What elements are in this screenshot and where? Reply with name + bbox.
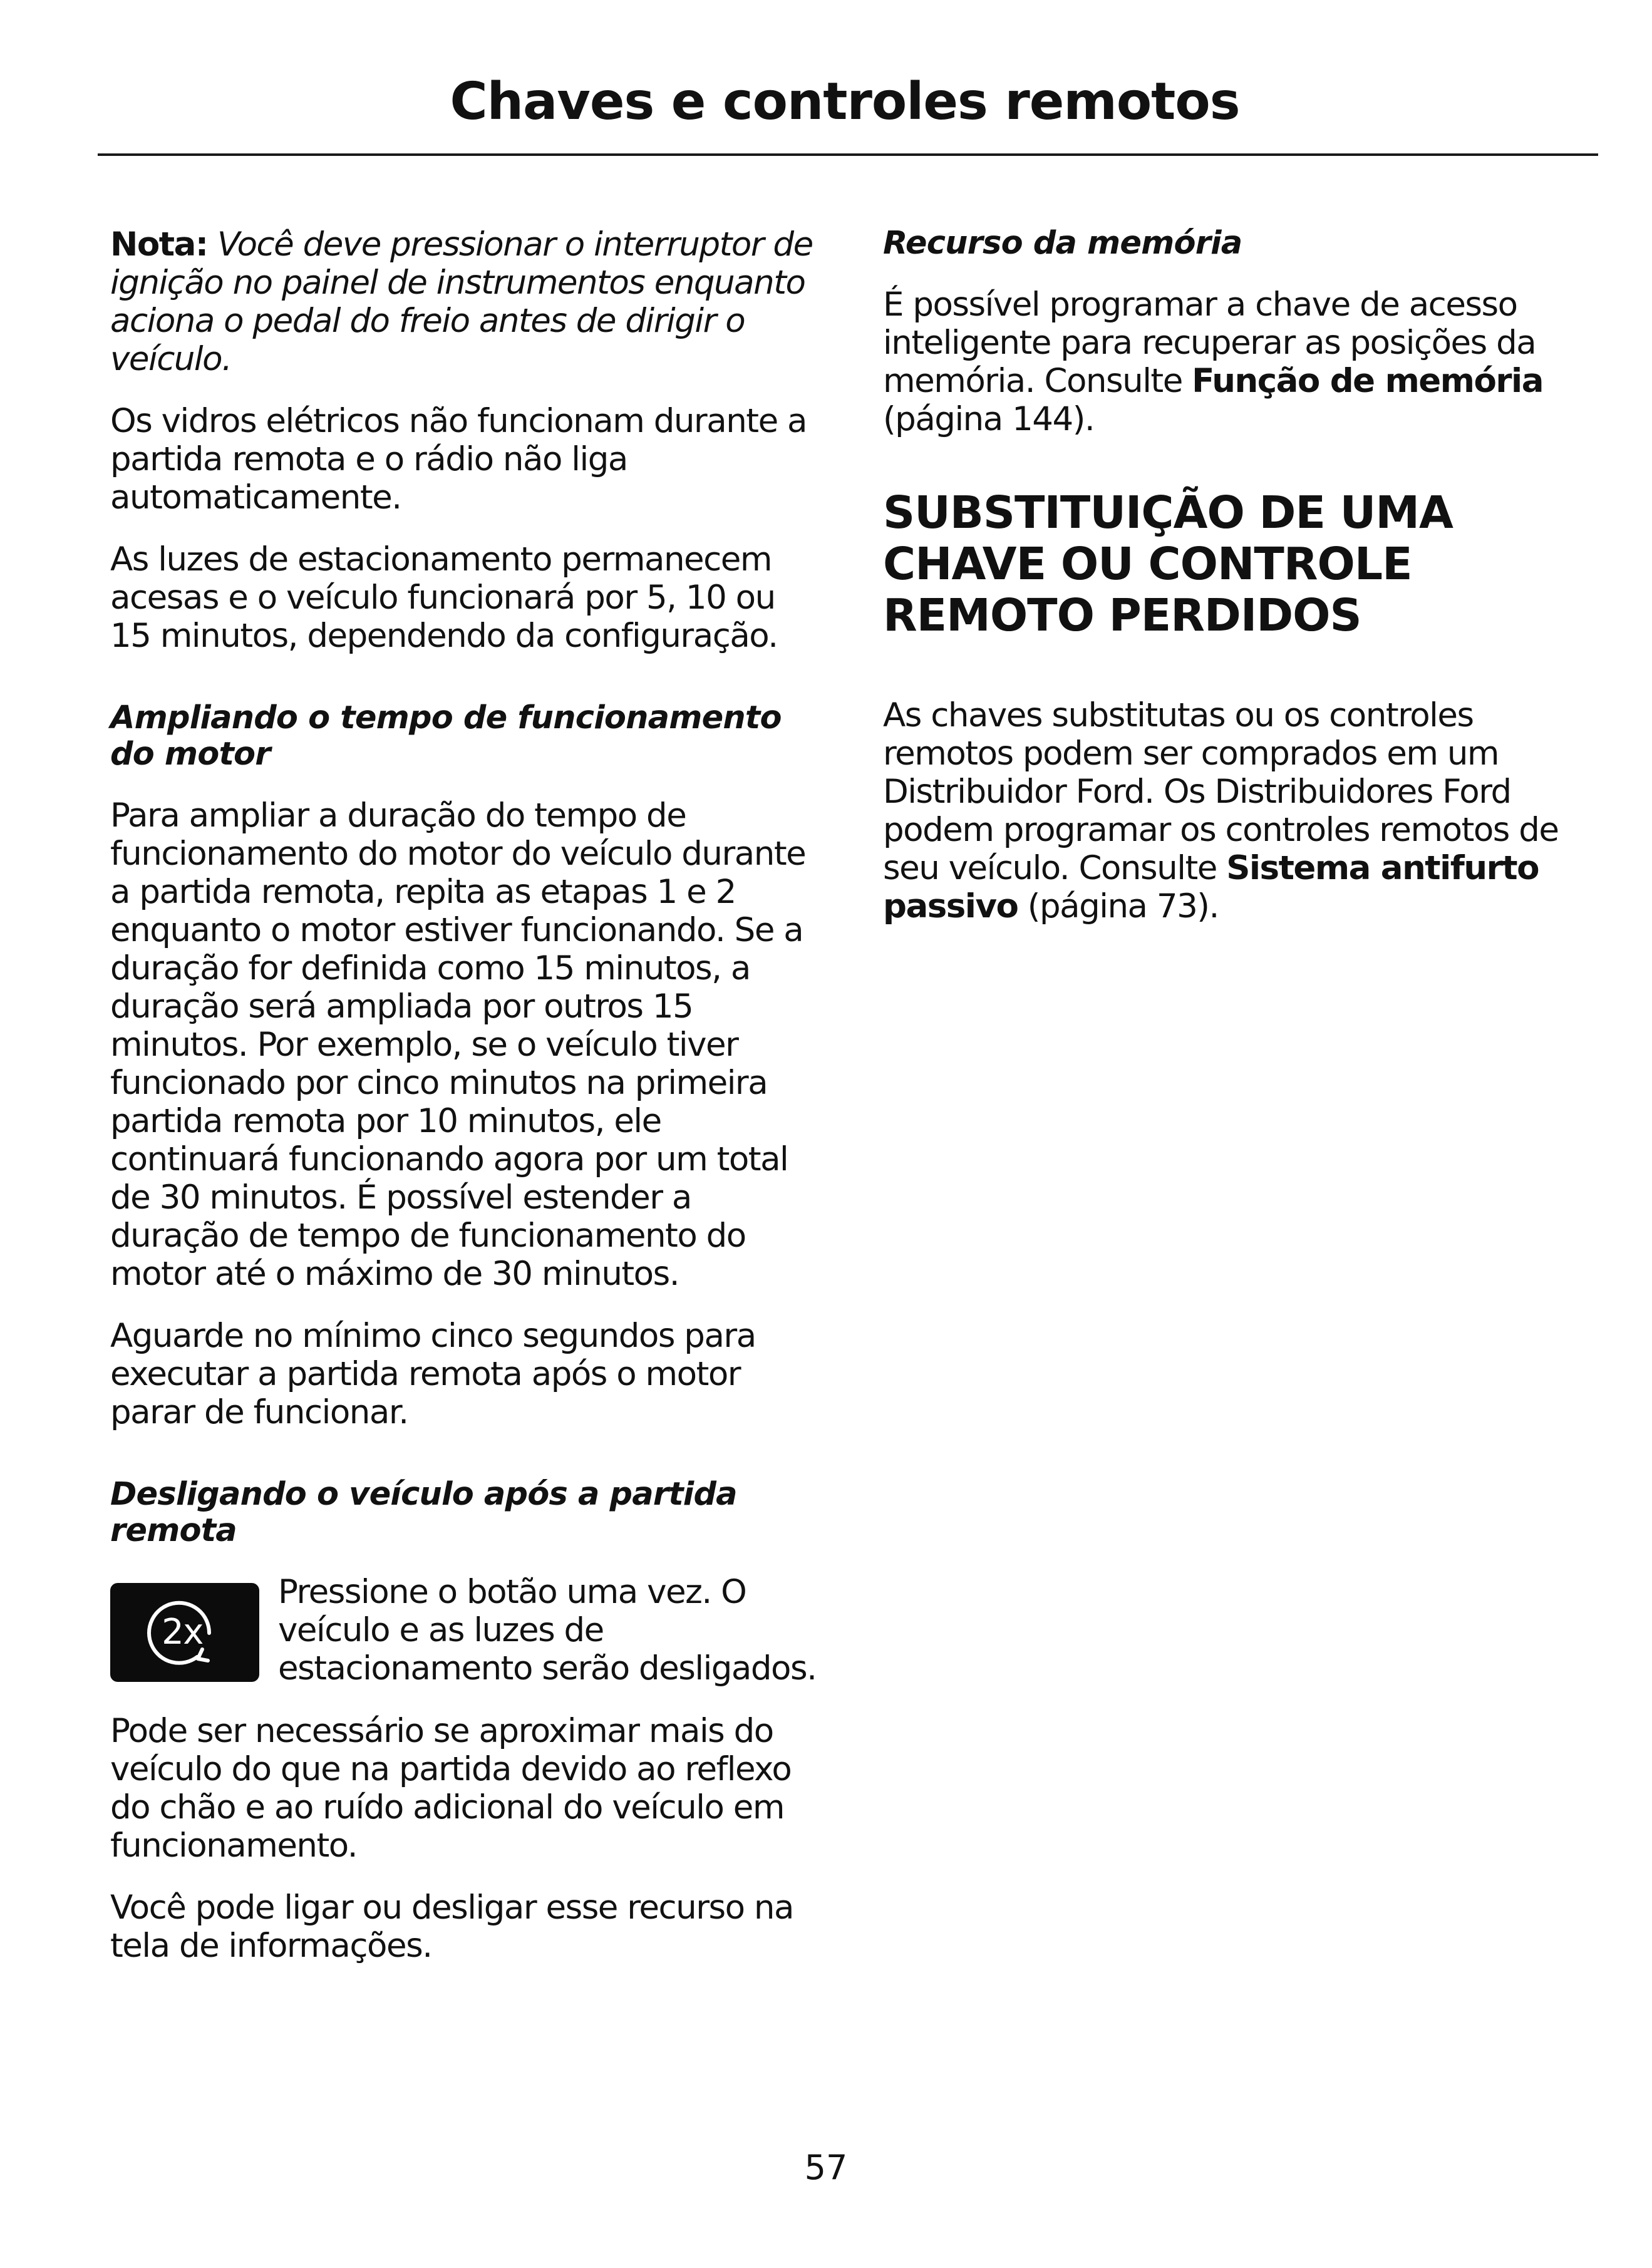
note-text: Você deve pressionar o interruptor de ignição no painel de instrumentos enquanto aciona o pedal do freio antes de dirigir o veículo.: [110, 225, 813, 378]
subheading-memory: Recurso da memória: [883, 225, 1242, 262]
press-button-text: Pressione o botão uma vez. O veículo e as luzes de estacionamento serão desligados.: [278, 1573, 817, 1688]
page-title: Chaves e controles remotos: [450, 72, 1240, 131]
icon-2x-label: 2x: [162, 1612, 203, 1652]
left-column: [110, 225, 823, 1989]
page-number: 57: [804, 2148, 848, 2187]
memory-function-link[interactable]: Função de memória: [1192, 362, 1543, 400]
paragraph-windows: Os vidros elétricos não funcionam durante a partida remota e o rádio não liga automaticamente.: [110, 402, 807, 517]
section-heading-replace-key: SUBSTITUIÇÃO DE UMA CHAVE OU CONTROLE REMOTO PERDIDOS: [883, 487, 1453, 641]
antitheft-system-link[interactable]: Sistema antifurto passivo: [883, 849, 1539, 925]
note-label: Nota:: [110, 225, 208, 264]
replace-page-ref: (página 73).: [1018, 887, 1219, 925]
press-button-paragraph: [110, 1573, 823, 1688]
paragraph-replace-key: [883, 696, 1596, 925]
circular-arrow-icon: [110, 1583, 259, 1682]
subheading-turn-off: Desligando o veículo após a partida remota: [110, 1476, 737, 1549]
paragraph-wait: Aguarde no mínimo cinco segundos para executar a partida remota após o motor parar de funcionar.: [110, 1317, 756, 1431]
note-paragraph: [110, 225, 823, 378]
paragraph-toggle-feature: Você pode ligar ou desligar esse recurso na tela de informações.: [110, 1889, 793, 1965]
paragraph-lights: As luzes de estacionamento permanecem acesas e o veículo funcionará por 5, 10 ou 15 minutos, dependendo da configuração.: [110, 540, 778, 655]
press-twice-icon: [110, 1583, 259, 1682]
replace-text: As chaves substitutas ou os controles remotos podem ser comprados em um Distribuidor Ford. Os Distribuidores Ford podem programar os controles remotos de seu veículo. Consulte: [883, 696, 1559, 887]
subheading-extend-runtime: Ampliando o tempo de funcionamento do motor: [110, 699, 782, 773]
right-column: [883, 225, 1596, 949]
paragraph-closer: Pode ser necessário se aproximar mais do veículo do que na partida devido ao reflexo do chão e ao ruído adicional do veículo em funcionamento.: [110, 1712, 792, 1865]
memory-page-ref: (página 144).: [883, 400, 1095, 438]
paragraph-extend-runtime: Para ampliar a duração do tempo de funcionamento do motor do veículo durante a partida remota, repita as etapas 1 e 2 enquanto o motor estiver funcionando. Se a duração for definida como 15 minutos, a duração será ampliada por outros 15 minutos. Por exemplo, se o veículo tiver funcionado por cinco minutos na primeira partida remota por 10 minutos, ele continuará funcionando agora por um total de 30 minutos. É possível estender a duração de tempo de funcionamento do motor até o máximo de 30 minutos.: [110, 796, 806, 1293]
title-divider: [98, 153, 1598, 156]
paragraph-memory: [883, 286, 1596, 438]
memory-text: É possível programar a chave de acesso inteligente para recuperar as posições da memória. Consulte: [883, 286, 1536, 400]
